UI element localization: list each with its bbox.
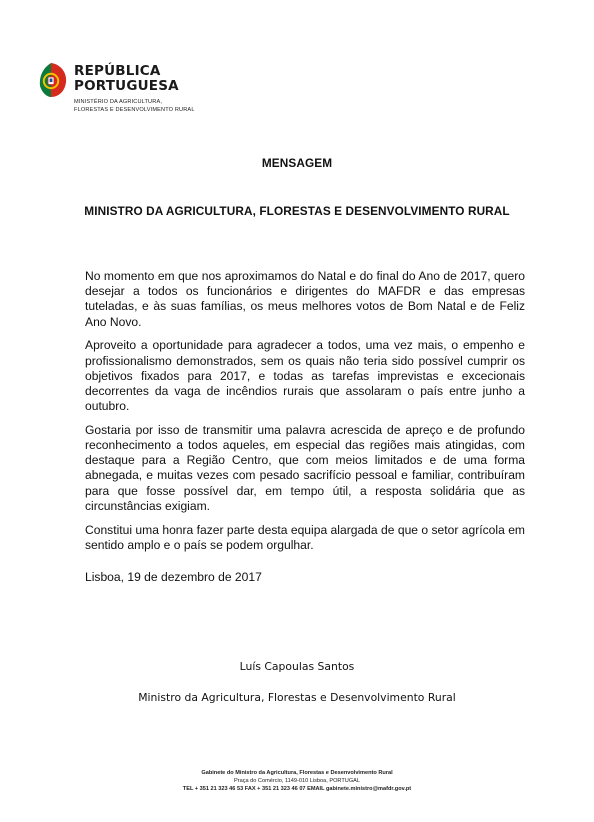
paragraph-2: Aproveito a oportunidade para agradecer a todos, uma vez mais, o empenho e profissionalismo demonstrados, sem os quais não teria sido possível cumprir os objetivos fixados para 2017, e todas as tarefas imprevistas e excecionais decorrentes da vaga de incêndios rurais que assolaram o país entre junho a outubro. — [85, 338, 525, 414]
footer-office: Gabinete do Ministro da Agricultura, Florestas e Desenvolvimento Rural — [201, 770, 393, 776]
footer-contacts: TEL + 351 21 323 46 53 FAX + 351 21 323 46 07 EMAIL gabinete.ministro@mafdr.gov.pt — [182, 786, 412, 792]
ministry-name-line1: MINISTÉRIO DA AGRICULTURA, — [74, 99, 163, 105]
letterhead-logo — [38, 58, 218, 122]
paragraph-3: Gostaria por isso de transmitir uma palavra acrescida de apreço e de profundo reconhecimento a todos aqueles, em especial das regiões mais atingidas, com destaque para a Região Centro, que com meios limitados e de uma forma abnegada, e muitas vezes com pesado sacrifício pessoal e familiar, contribuíram para que fosse possível dar, em tempo útil, a resposta solidária que as circunstâncias exigiam. — [85, 422, 525, 513]
paragraph-4: Constitui uma honra fazer parte desta equipa alargada de que o setor agrícola em sentido amplo e o país se podem orgulhar. — [85, 522, 525, 552]
signatory-title: Ministro da Agricultura, Florestas e Desenvolvimento Rural — [138, 691, 456, 704]
portugal-emblem-icon — [38, 62, 68, 98]
signatory-name: Luís Capoulas Santos — [239, 660, 355, 673]
document-type-heading: MENSAGEM — [261, 156, 333, 170]
ministry-name-line2: FLORESTAS E DESENVOLVIMENTO RURAL — [74, 107, 195, 113]
document-date: Lisboa, 19 de dezembro de 2017 — [85, 570, 262, 584]
footer-address: Praça do Comércio, 1149-010 Lisboa, PORTUGAL — [233, 778, 361, 784]
message-body — [85, 269, 525, 561]
paragraph-1: No momento em que nos aproximamos do Natal e do final do Ano de 2017, quero desejar a todos os funcionários e dirigentes do MAFDR e das empresas tuteladas, e às suas famílias, os meus melhores votos de Bom Natal e de Feliz Ano Novo. — [85, 269, 525, 329]
author-heading: MINISTRO DA AGRICULTURA, FLORESTAS E DESENVOLVIMENTO RURAL — [84, 204, 510, 218]
country-name-line2: PORTUGUESA — [74, 78, 179, 94]
country-name-line1: REPÚBLICA — [74, 63, 161, 79]
